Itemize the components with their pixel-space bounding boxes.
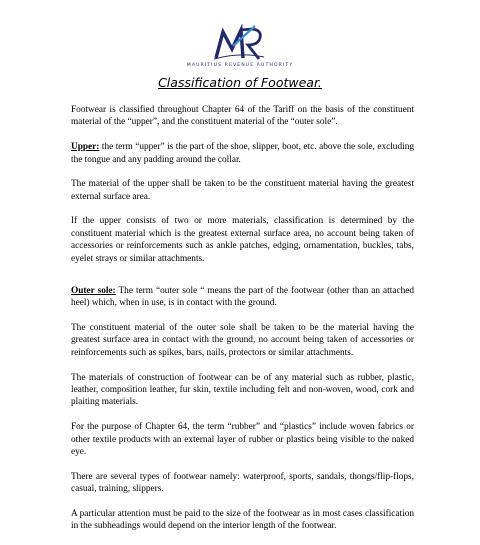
mra-logo [212, 24, 270, 62]
organization-name: MAURITIUS REVENUE AUTHORITY [186, 63, 294, 68]
footwear-types-paragraph [71, 471, 414, 496]
paragraph-text: The constituent material of the outer sole shall be taken to be the material having the greatest surface area in contact with the ground, no account being taken of accessories or reinforcements such as spikes, bars, nails, protectors or similar attachments. [71, 323, 414, 358]
size-attention-paragraph [71, 508, 414, 533]
paragraph-text: Footwear is classified throughout Chapter 64 of the Tariff on the basis of the constituent material of the “upper”, and the constituent material of the “outer sole”. [71, 105, 414, 128]
intro-paragraph [71, 104, 414, 129]
paragraph-text: For the purpose of Chapter 64, the term “rubber” and “plastics” include woven fabrics or other textile products with an external layer of rubber or plastics being visible to the naked eye. [71, 422, 414, 457]
paragraph-text: A particular attention must be paid to the size of the footwear as in most cases classification in the subheadings would depend on the interior length of the footwear. [71, 508, 414, 532]
paragraph-text: The material of the upper shall be taken to be the constituent material having the greatest external surface area. [71, 179, 414, 202]
upper-multiple-materials-paragraph [71, 215, 414, 265]
upper-heading: Upper: [71, 142, 100, 153]
document-title: Classification of Footwear. [158, 75, 322, 90]
outer-sole-material-paragraph [71, 322, 414, 359]
paragraph-text: If the upper consists of two or more materials, classification is determined by the constituent material which is the greatest external surface area, no account being taken of accessories or reinforcements such as ankle patches, edging, ornamentation, buckles, tabs, eyelet strays or similar attachments. [71, 216, 414, 264]
materials-paragraph [71, 372, 414, 409]
outer-sole-definition-paragraph [71, 285, 414, 310]
paragraph-text: The materials of construction of footwear can be of any material such as rubber, plastic, leather, composition leather, fur skin, textile including felt and non-woven, wood, cork and plaiting materials. [71, 372, 414, 408]
paragraph-text: There are several types of footwear namely: waterproof, sports, sandals, thongs/flip-flops, casual, training, slippers. [71, 471, 414, 495]
upper-material-paragraph [71, 178, 414, 203]
rubber-plastics-paragraph [71, 421, 414, 458]
paragraph-text: the term “upper” is the part of the shoe, slipper, boot, etc. above the sole, excluding the tongue and any padding around the collar. [71, 142, 414, 165]
upper-definition-paragraph [71, 141, 414, 166]
outer-sole-heading: Outer sole: [71, 285, 116, 296]
document-body [71, 104, 414, 545]
paragraph-text: The term “outer sole “ means the part of the footwear (other than an attached heel) which, when in use, is in contact with the ground. [71, 285, 415, 309]
